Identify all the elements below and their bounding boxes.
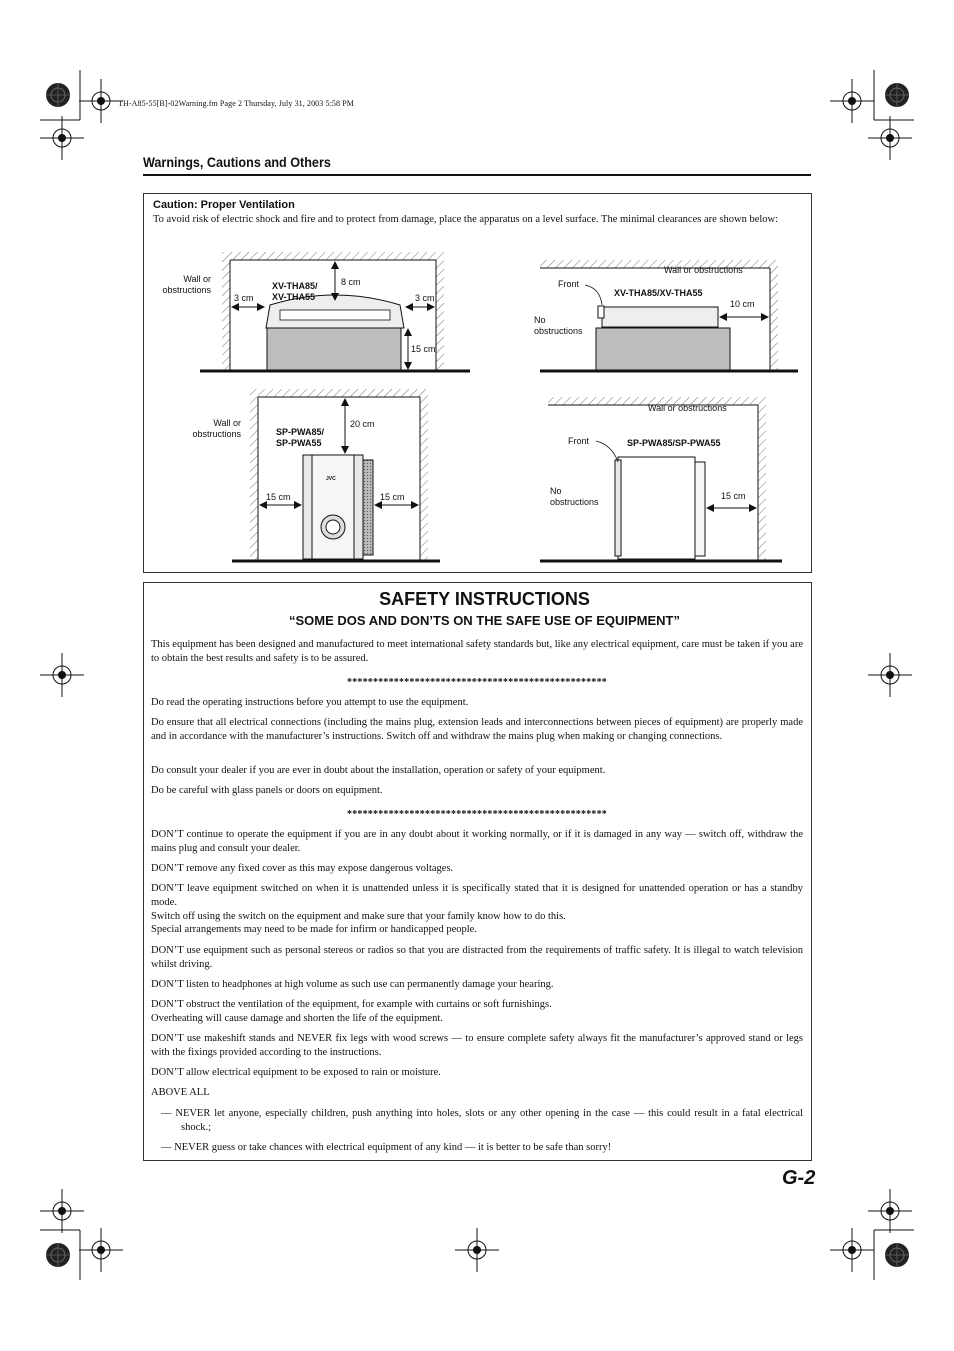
tl-wall-label: Wall or obstructions	[162, 274, 211, 295]
safety-title: SAFETY INSTRUCTIONS	[379, 589, 590, 609]
tl-top-clearance: 8 cm	[341, 277, 361, 287]
above-all: ABOVE ALL	[151, 1087, 210, 1098]
tr-no-obstructions: No obstructions	[534, 315, 583, 336]
file-header: TH-A85-55[B]-02Warning.fm Page 2 Thursday, July 31, 2003 5:58 PM	[118, 99, 354, 108]
diagram-bottom-left	[232, 389, 440, 561]
bl-top-clearance: 20 cm	[350, 419, 375, 429]
tl-right-clearance: 3 cm	[415, 293, 435, 303]
tr-back-clearance: 10 cm	[730, 299, 755, 309]
dont-item: Overheating will cause damage and shorten the life of the equipment.	[151, 1013, 443, 1024]
dont-item: DON’T listen to headphones at high volume as such use can permanently damage your hearing.	[151, 979, 554, 990]
dont-item: DON’T obstruct the ventilation of the equipment, for example with curtains or soft furnishings.	[151, 999, 552, 1010]
do-item: Do be careful with glass panels or doors on equipment.	[151, 785, 383, 796]
ventilation-description: To avoid risk of electric shock and fire and to protect from damage, place the apparatus on a level surface. The minimal clearances are shown below:	[153, 214, 779, 225]
bl-left-clearance: 15 cm	[266, 492, 291, 502]
br-back-clearance: 15 cm	[721, 491, 746, 501]
do-item: Do ensure that all electrical connections (including the mains plug, extension leads and interconnections between pieces of equipment) are properly made and in accordance with the manufacturer’s instructions. Switch off and withdraw the mains plug when making or changing connections.	[151, 717, 803, 742]
never-item: — NEVER guess or take chances with electrical equipment of any kind — it is better to be safe than sorry!	[161, 1142, 612, 1153]
dont-item: Special arrangements may need to be made for infirm or handicapped people.	[151, 924, 477, 935]
tr-wall-label: Wall or obstructions	[664, 265, 743, 275]
dont-item: DON’T use equipment such as personal stereos or radios so that you are distracted from the requirements of traffic safety. It is illegal to watch television whilst driving.	[151, 945, 803, 970]
br-no-obstructions: No obstructions	[550, 486, 599, 507]
dont-item: DON’T remove any fixed cover as this may expose dangerous voltages.	[151, 863, 454, 874]
dont-item: DON’T allow electrical equipment to be exposed to rain or moisture.	[151, 1067, 441, 1078]
safety-intro: This equipment has been designed and manufactured to meet international safety standards but, like any electrical equipment, care must be taken if you are to obtain the best results and safety is to be assured.	[151, 639, 803, 664]
bl-right-clearance: 15 cm	[380, 492, 405, 502]
do-item: Do consult your dealer if you are ever in doubt about the installation, operation or safety of your equipment.	[151, 765, 606, 776]
bl-wall-label: Wall or obstructions	[192, 418, 241, 439]
diagram-bottom-right	[540, 397, 782, 561]
do-item: Do read the operating instructions before you attempt to use the equipment.	[151, 697, 469, 708]
tl-bottom-clearance: 15 cm	[411, 344, 436, 354]
br-front-label: Front	[568, 436, 590, 446]
stars-divider-1: **************************************************	[347, 677, 607, 688]
ventilation-title: Caution: Proper Ventilation	[153, 199, 295, 211]
dont-item: DON’T leave equipment switched on when it is unattended unless it is specifically stated that it is designed for unattended operation or has a standby mode.	[151, 883, 803, 908]
jvc-logo: JVC	[326, 476, 336, 482]
never-item: — NEVER let anyone, especially children, push anything into holes, slots or any other opening in the case — this could result in a fatal electrical shock.;	[161, 1108, 803, 1133]
dont-item: DON’T continue to operate the equipment if you are in any doubt about it working normally, or if it is damaged in any way — switch off, withdraw the mains plug and consult your dealer.	[151, 829, 803, 854]
br-wall-label: Wall or obstructions	[648, 403, 727, 413]
safety-subtitle: “SOME DOS AND DON’TS ON THE SAFE USE OF EQUIPMENT”	[289, 613, 680, 628]
tl-model-label: XV-THA85/ XV-THA55	[272, 281, 318, 302]
page-number: G-2	[782, 1167, 816, 1189]
dont-item: Switch off using the switch on the equipment and make sure that your family know how to do this.	[151, 911, 566, 922]
dont-item: DON’T use makeshift stands and NEVER fix legs with wood screws — to ensure complete safety always fit the manufacturer’s approved stand or legs with the fixings provided according to the instructions.	[151, 1033, 803, 1058]
br-model-label: SP-PWA85/SP-PWA55	[627, 438, 721, 448]
tl-left-clearance: 3 cm	[234, 293, 254, 303]
tr-model-label: XV-THA85/XV-THA55	[614, 288, 703, 298]
section-title: Warnings, Cautions and Others	[143, 154, 331, 170]
tr-front-label: Front	[558, 279, 580, 289]
bl-model-label: SP-PWA85/ SP-PWA55	[276, 427, 325, 448]
stars-divider-2: **************************************************	[347, 809, 607, 820]
